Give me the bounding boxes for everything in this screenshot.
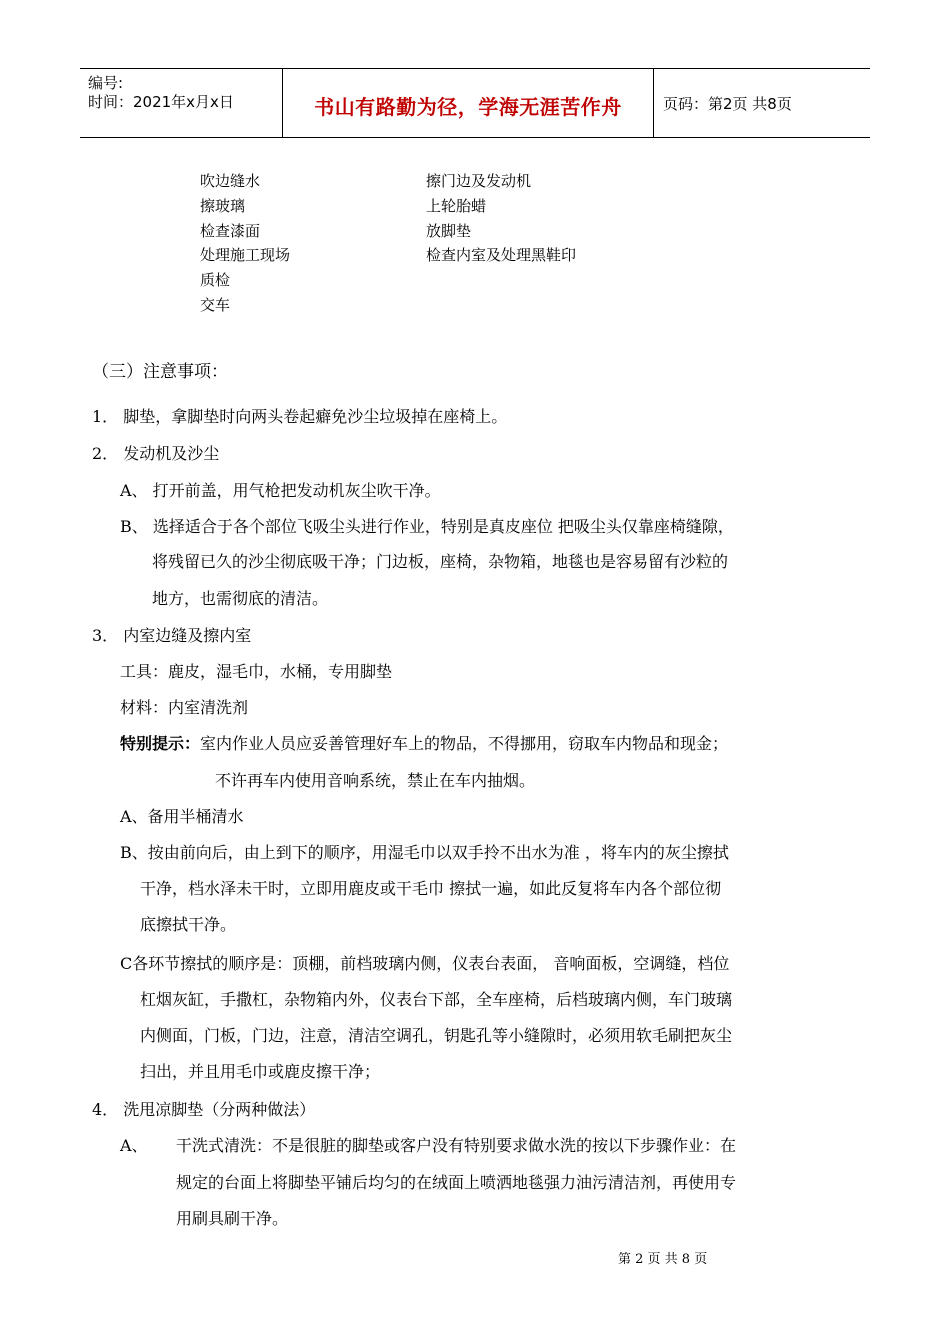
note-material: 材料：内室清洗剂 (120, 698, 249, 717)
note-subitem: A、 打开前盖，用气枪把发动机灰尘吹干净。 (120, 481, 441, 500)
note-subitem-cont: 用刷具刷干净。 (176, 1209, 289, 1228)
special-tip-cont: 不许再车内使用音响系统，禁止在车内抽烟。 (215, 771, 536, 790)
note-subitem-cont: 规定的台面上将脚垫平铺后均匀的在绒面上喷洒地毯强力油污清洁剂，再使用专 (176, 1173, 737, 1192)
step-item: 擦玻璃 (200, 197, 246, 215)
note-subitem-cont: 杠烟灰缸，手撒杠，杂物箱内外，仪表台下部，全车座椅，后档玻璃内侧，车门玻璃 (140, 990, 733, 1009)
header-motto-cell (282, 69, 654, 137)
document-number-label: 编号: (88, 74, 124, 92)
step-item: 放脚垫 (426, 222, 472, 240)
special-tip (120, 734, 728, 754)
header-page-cell (653, 69, 870, 137)
step-item: 擦门边及发动机 (426, 172, 532, 190)
page-header (80, 68, 870, 138)
step-item: 检查内室及处理黑鞋印 (426, 246, 577, 264)
note-subitem-cont: 底擦拭干净。 (140, 915, 237, 934)
note-subitem: C各环节擦拭的顺序是：顶棚，前档玻璃内侧，仪表台表面， 音响面板，空调缝，档位 (120, 954, 730, 973)
note-subitem: 干洗式清洗：不是很脏的脚垫或客户没有特别要求做水洗的按以下步骤作业：在 (176, 1136, 737, 1155)
note-item: 3． 内室边缝及擦内室 (92, 626, 252, 645)
note-tools: 工具：鹿皮，湿毛巾，水桶，专用脚垫 (120, 662, 393, 681)
step-item: 吹边缝水 (200, 172, 261, 190)
document-date: 时间：2021年x月x日 (88, 93, 234, 111)
note-subitem-cont: 干净，档水泽未干时，立即用鹿皮或干毛巾 擦拭一遍，如此反复将车内各个部位彻 (140, 879, 722, 898)
note-subitem-cont: 将残留已久的沙尘彻底吸干净；门边板，座椅，杂物箱，地毯也是容易留有沙粒的 (152, 552, 729, 571)
page-footer: 第 2 页 共 8 页 (618, 1252, 708, 1267)
note-subitem-cont: 内侧面，门板，门边，注意，清洁空调孔，钥匙孔等小缝隙时，必须用软毛刷把灰尘 (140, 1026, 733, 1045)
special-tip-text: 室内作业人员应妥善管理好车上的物品，不得挪用，窃取车内物品和现金； (200, 734, 729, 753)
step-item: 上轮胎蜡 (426, 197, 487, 215)
note-item: 4． 洗甩凉脚垫（分两种做法） (92, 1100, 316, 1119)
note-subitem: B、 选择适合于各个部位飞吸尘头进行作业，特别是真皮座位 把吸尘头仅靠座椅缝隙， (120, 517, 734, 536)
note-item: 1． 脚垫，拿脚垫时向两头卷起癖免沙尘垃圾掉在座椅上。 (92, 407, 508, 426)
note-item: 2． 发动机及沙尘 (92, 444, 220, 463)
note-subitem-cont: 地方，也需彻底的清洁。 (152, 589, 329, 608)
step-item: 质检 (200, 271, 231, 289)
step-item: 交车 (200, 296, 231, 314)
header-info-cell (80, 69, 282, 137)
header-motto: 书山有路勤为径，学海无涯苦作舟 (314, 95, 622, 119)
special-tip-label: 特别提示： (120, 734, 201, 753)
note-subitem: B、按由前向后，由上到下的顺序，用湿毛巾以双手拎不出水为准 ，将车内的灰尘擦拭 (120, 843, 729, 862)
note-subitem-cont: 扫出，并且用毛巾或鹿皮擦干净； (140, 1062, 381, 1081)
step-item: 检查漆面 (200, 222, 261, 240)
header-page-info: 页码：第2页 共8页 (663, 95, 792, 113)
section-title: （三）注意事项： (92, 362, 228, 382)
step-item: 处理施工现场 (200, 246, 291, 264)
note-subitem: A、备用半桶清水 (120, 807, 244, 826)
note-subitem-label: A、 (120, 1136, 148, 1155)
